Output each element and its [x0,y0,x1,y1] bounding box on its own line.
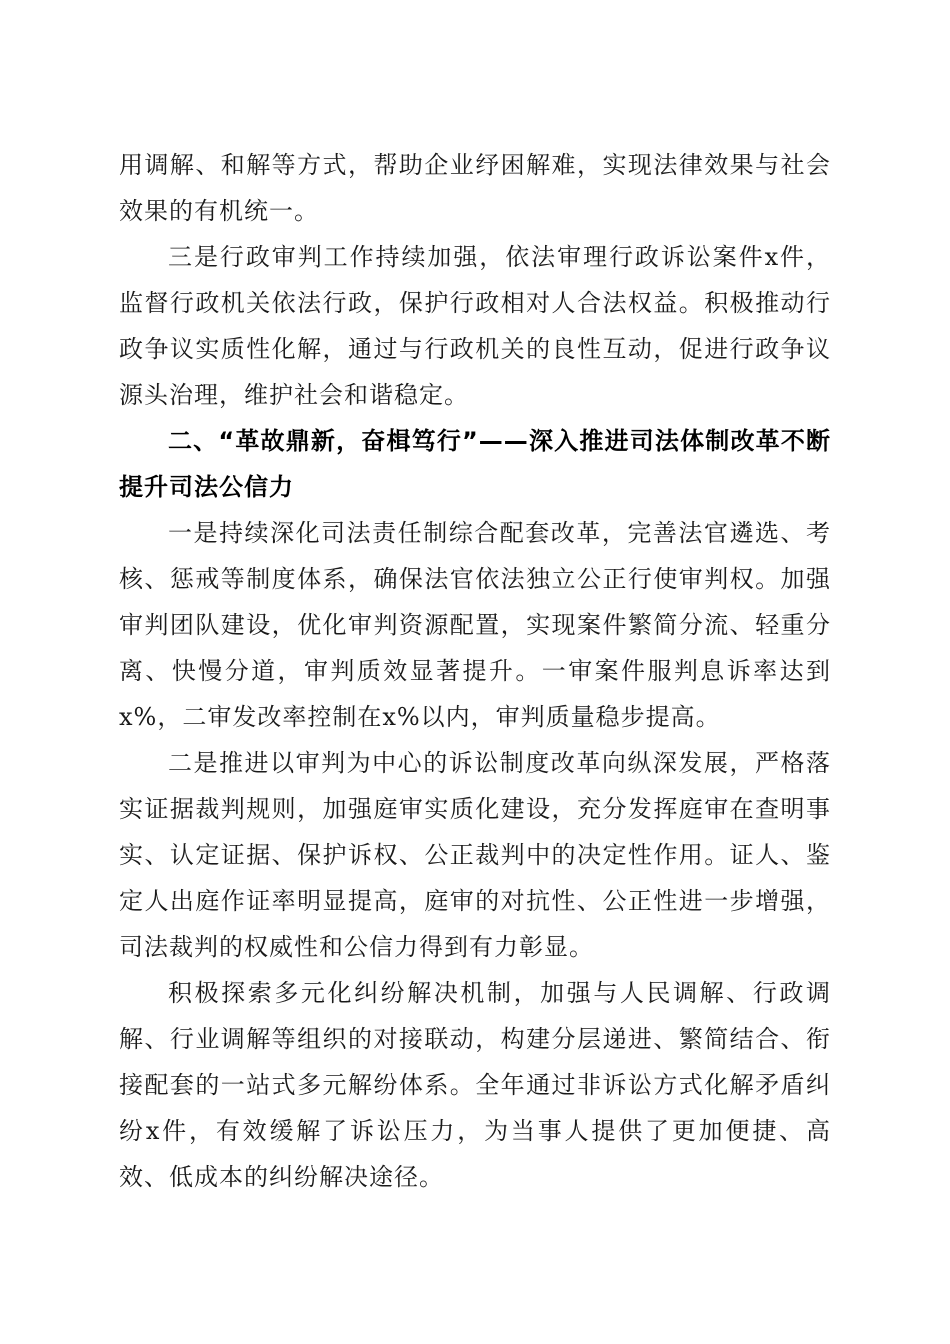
paragraph-administrative-trial: 三是行政审判工作持续加强，依法审理行政诉讼案件x件，监督行政机关依法行政，保护行政相对人合法权益。积极推动行政争议实质性化解，通过与行政机关的良性互动，促进行政争议源头治理，维护社会和谐稳定。 [119,243,831,409]
paragraph-diversified-dispute-resolution: 积极探索多元化纠纷解决机制，加强与人民调解、行政调解、行业调解等组织的对接联动，构建分层递进、繁简结合、衔接配套的一站式多元解纷体系。全年通过非诉讼方式化解矛盾纠纷x件，有效缓解了诉讼压力，为当事人提供了更加便捷、高效、低成本的纠纷解决途径。 [119,979,831,1191]
section-heading-judicial-reform: 二、“革故鼎新，奋楫笃行”——深入推进司法体制改革不断提升司法公信力 [119,427,831,501]
document-body [119,142,831,1200]
paragraph-continuation: 用调解、和解等方式，帮助企业纾困解难，实现法律效果与社会效果的有机统一。 [119,151,831,225]
paragraph-trial-centered-reform: 二是推进以审判为中心的诉讼制度改革向纵深发展，严格落实证据裁判规则，加强庭审实质化建设，充分发挥庭审在查明事实、认定证据、保护诉权、公正裁判中的决定性作用。证人、鉴定人出庭作证率明显提高，庭审的对抗性、公正性进一步增强，司法裁判的权威性和公信力得到有力彰显。 [119,749,831,961]
paragraph-judicial-responsibility: 一是持续深化司法责任制综合配套改革，完善法官遴选、考核、惩戒等制度体系，确保法官依法独立公正行使审判权。加强审判团队建设，优化审判资源配置，实现案件繁简分流、轻重分离、快慢分道，审判质效显著提升。一审案件服判息诉率达到x%，二审发改率控制在x%以内，审判质量稳步提高。 [119,519,831,731]
